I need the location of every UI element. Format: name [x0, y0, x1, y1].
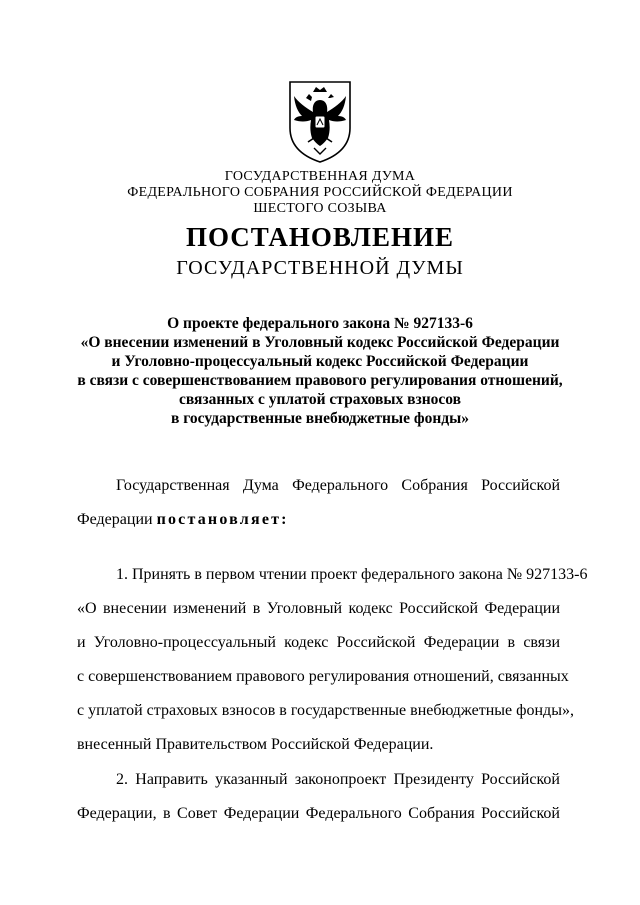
bill-title [0, 314, 640, 428]
document-type-subtitle: ГОСУДАРСТВЕННОЙ ДУМЫ [176, 257, 464, 279]
bill-title-line: «О внесении изменений в Уголовный кодекс Российской Федерации [80, 334, 560, 351]
bill-title-line: в государственные внебюджетные фонды» [171, 410, 469, 427]
bill-title-line: связанных с уплатой страховых взносов [178, 391, 461, 408]
bill-title-line: О проекте федерального закона № 927133-6 [167, 315, 473, 332]
item-1-line: 1. Принять в первом чтении проект федерального закона № 927133-6 [116, 566, 588, 583]
item-1-line: внесенный Правительством Российской Федерации. [77, 736, 434, 753]
bill-title-line: и Уголовно-процессуальный кодекс Российской Федерации [111, 353, 529, 370]
item-1-line: с уплатой страховых взносов в государственные внебюджетные фонды», [77, 702, 574, 719]
item-2-line: 2. Направить указанный законопроект Президенту Российской [116, 771, 560, 788]
item-1-line: и Уголовно-процессуальный кодекс Российской Федерации в связи [77, 634, 560, 651]
preamble-country: Федерации [77, 511, 153, 528]
item-2-paragraph [77, 763, 560, 831]
russian-coat-of-arms-icon [284, 78, 356, 164]
resolves-verb: постановляет: [156, 511, 289, 528]
preamble-paragraph [77, 469, 560, 537]
bill-title-line: в связи с совершенствованием правового регулирования отношений, [77, 372, 563, 389]
item-1-line: «О внесении изменений в Уголовный кодекс Российской Федерации [77, 600, 560, 617]
item-2-line: Федерации, в Совет Федерации Федерального Собрания Российской [77, 805, 560, 822]
header-line-1: ГОСУДАРСТВЕННАЯ ДУМА [224, 169, 416, 184]
preamble-line [77, 503, 560, 537]
item-1-line: с совершенствованием правового регулирования отношений, связанных [77, 668, 569, 685]
item-1-paragraph [77, 558, 588, 762]
preamble-line: Государственная Дума Федерального Собрания Российской [116, 477, 560, 494]
header-line-2: ФЕДЕРАЛЬНОГО СОБРАНИЯ РОССИЙСКОЙ ФЕДЕРАЦИИ [127, 185, 513, 200]
header-line-3: ШЕСТОГО СОЗЫВА [253, 201, 387, 216]
document-type-title: ПОСТАНОВЛЕНИЕ [185, 222, 455, 252]
